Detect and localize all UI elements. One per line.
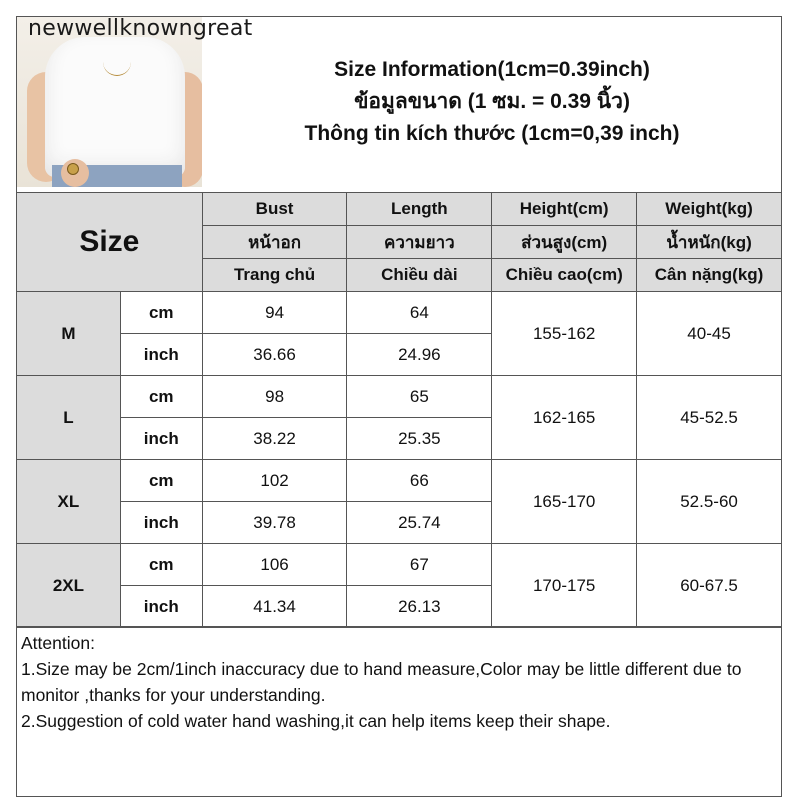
bust-cm-value: 106: [202, 544, 347, 586]
col-length-th: ความยาว: [347, 226, 492, 259]
attention-notes: [16, 626, 782, 797]
col-length-en: Length: [347, 193, 492, 226]
length-inch-value: 24.96: [347, 334, 492, 376]
bust-inch-value: 36.66: [202, 334, 347, 376]
size-info-header: [203, 17, 781, 187]
unit-cm: cm: [120, 544, 202, 586]
col-bust-th: หน้าอก: [202, 226, 347, 259]
size-label-2xl: 2XL: [17, 544, 121, 628]
bust-inch-value: 39.78: [202, 502, 347, 544]
size-header: Size: [17, 193, 203, 292]
size-table: [16, 192, 782, 628]
length-inch-value: 26.13: [347, 586, 492, 628]
weight-value: 60-67.5: [637, 544, 782, 628]
height-value: 165-170: [492, 460, 637, 544]
size-label-xl: XL: [17, 460, 121, 544]
bust-cm-value: 94: [202, 292, 347, 334]
length-cm-value: 66: [347, 460, 492, 502]
length-cm-value: 64: [347, 292, 492, 334]
weight-value: 45-52.5: [637, 376, 782, 460]
height-value: 170-175: [492, 544, 637, 628]
length-inch-value: 25.74: [347, 502, 492, 544]
col-weight-vi: Cân nặng(kg): [637, 259, 782, 292]
length-cm-value: 65: [347, 376, 492, 418]
notes-item-2: 2.Suggestion of cold water hand washing,it can help items keep their shape.: [21, 711, 611, 731]
watermark-text: newwellknowngreat: [28, 16, 253, 41]
unit-cm: cm: [120, 460, 202, 502]
unit-inch: inch: [120, 418, 202, 460]
col-height-en: Height(cm): [492, 193, 637, 226]
size-label-l: L: [17, 376, 121, 460]
bust-cm-value: 98: [202, 376, 347, 418]
height-value: 162-165: [492, 376, 637, 460]
col-length-vi: Chiều dài: [347, 259, 492, 292]
length-inch-value: 25.35: [347, 418, 492, 460]
length-cm-value: 67: [347, 544, 492, 586]
col-bust-vi: Trang chủ: [202, 259, 347, 292]
col-height-th: ส่วนสูง(cm): [492, 226, 637, 259]
notes-title: Attention:: [21, 633, 95, 653]
unit-cm: cm: [120, 376, 202, 418]
unit-inch: inch: [120, 502, 202, 544]
col-weight-en: Weight(kg): [637, 193, 782, 226]
bust-inch-value: 38.22: [202, 418, 347, 460]
height-value: 155-162: [492, 292, 637, 376]
wristwatch: [67, 163, 79, 175]
col-height-vi: Chiều cao(cm): [492, 259, 637, 292]
col-bust-en: Bust: [202, 193, 347, 226]
size-label-m: M: [17, 292, 121, 376]
weight-value: 40-45: [637, 292, 782, 376]
weight-value: 52.5-60: [637, 460, 782, 544]
header-line-th: ข้อมูลขนาด (1 ซม. = 0.39 นิ้ว): [354, 90, 630, 113]
col-weight-th: น้ำหนัก(kg): [637, 226, 782, 259]
unit-cm: cm: [120, 292, 202, 334]
unit-inch: inch: [120, 586, 202, 628]
product-photo: [17, 17, 202, 187]
bust-inch-value: 41.34: [202, 586, 347, 628]
notes-item-1: 1.Size may be 2cm/1inch inaccuracy due to hand measure,Color may be little different due to monitor ,thanks for your understanding.: [21, 659, 742, 705]
header-line-vi: Thông tin kích thước (1cm=0,39 inch): [304, 122, 680, 145]
bust-cm-value: 102: [202, 460, 347, 502]
header-line-en: Size Information(1cm=0.39inch): [334, 58, 650, 81]
unit-inch: inch: [120, 334, 202, 376]
